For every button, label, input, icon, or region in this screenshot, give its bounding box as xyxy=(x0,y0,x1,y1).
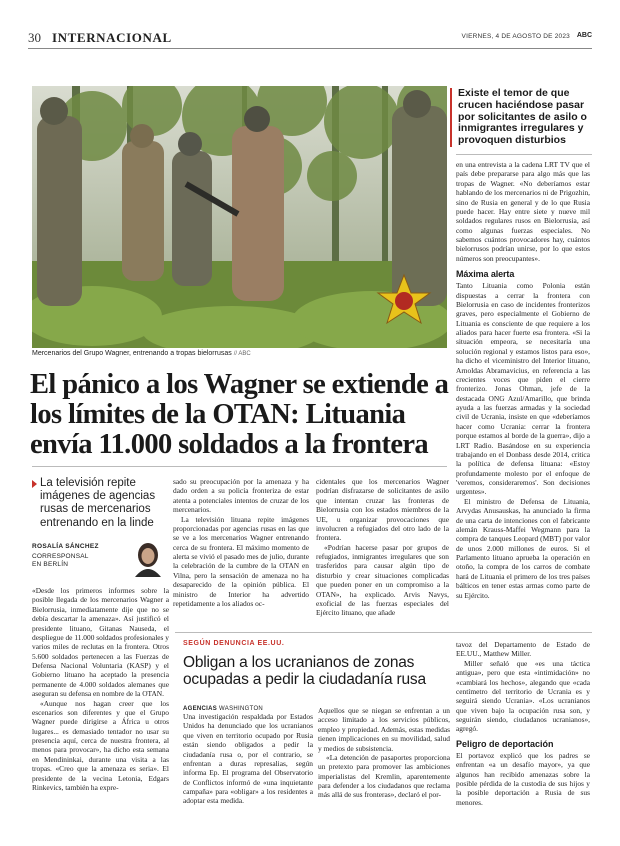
paragraph: «La detención de pasaportes proporciona un pretexto para promover las ambiciones imperialistas del Kremlin, aparentemente para defender a los ciudadanos que reclama más allá de sus fronteras», declaró el por- xyxy=(318,752,450,800)
arrow-icon xyxy=(32,480,37,488)
caption-text: Mercenarios del Grupo Wagner, entrenando a tropas bielorrusas xyxy=(32,350,232,357)
pull-quote: Existe el temor de que crucen haciéndose pasar por solicitantes de asilo o inmigrantes irregulares y provoquen disturbios xyxy=(450,88,592,147)
sidebar-column-1 xyxy=(183,706,313,806)
agency-name: AGENCIAS xyxy=(183,706,218,712)
page-header xyxy=(28,30,592,48)
paragraph: «Aunque nos hagan creer que los escenarios son diferentes y que el Grupo Wagner puede dirigirse a África u otros lugares... es demasiado tentador no usar su presencia aquí, cerca de nuestra frontera, al menos para provocar», ha dicho esta semana en Mendininkai, durante una visita a las tropas. «Creo que la amenaza es seria». El presidente de la vecina Letonia, Edgars Rinkevics, también ha expre- xyxy=(32,698,169,792)
story-tag: SEGÚN DENUNCIA EE.UU. xyxy=(183,640,285,647)
author-portrait xyxy=(133,541,163,577)
article-column-2 xyxy=(173,477,309,608)
newspaper-logo: ABC xyxy=(576,32,592,39)
paragraph: tavoz del Departamento de Estado de EE.UU., Matthew Miller. xyxy=(456,640,590,659)
box-rule xyxy=(175,632,592,633)
paragraph: sado su preocupación por la amenaza y ha dado orden a su policía fronteriza de estar atenta a potenciales intentos de cruzar de los mercenarios. xyxy=(173,477,309,515)
agency-place: WASHINGTON xyxy=(219,706,264,712)
author-name: ROSALÍA SÁNCHEZ xyxy=(32,543,99,550)
article-column-4 xyxy=(456,160,590,600)
subheadline-text: La televisión repite imágenes de agencias rusas de mercenarios entrenando en la linde xyxy=(40,477,156,529)
paragraph: Una investigación respaldada por Estados Unidos ha denunciado que los ucranianos que viven en territorio ocupado por Rusia están siendo obligados a pedir la ciudadanía rusa o, por el contrario, se enfrentan a duras represalias, según informa Ep. El programa del Observatorio de Conflictos informó de «una inquietante campaña» para «obligar» a los residentes a adoptar esta medida. xyxy=(183,712,313,806)
paragraph: El ministro de Defensa de Lituania, Arvydas Anusauskas, ha anunciado la firma de una carta de intenciones con el fabricante alemán Krauss-Maffei Wegmann para la compra de tanques Leopard (MBT) por valor de unos 2.000 millones de euros. Si el Parlamento lituano aprueba la operación en otoño, la compra de los carros de combate hará de Lituania el primero de los tres países bálticos en tener estas armas como parte de su Ejército. xyxy=(456,496,590,600)
photo-caption xyxy=(32,350,447,357)
main-headline: El pánico a los Wagner se extiende a los límites de la OTAN: Lituania envía 11.000 soldados a la frontera xyxy=(30,369,449,460)
paragraph: «Podrían hacerse pasar por grupos de refugiados, inmigrantes irregulares que son trasferidos para causar algún tipo de disturbio y crear situaciones complicadas que pueden poner en un compromiso a la OTAN», ha explicado. Arvis Navys, exoficial de las fuerzas especiales del Ejército lituano, que añade xyxy=(316,542,449,618)
sidebar-column-2 xyxy=(318,706,450,800)
author-role-line1: CORRESPONSAL xyxy=(32,553,89,560)
paragraph: El portavoz explicó que los padres se enfrentan «a un desafío mayor», ya que algunos han recibido amenazas sobre la posible pérdida de la custodia de sus hijos y la posible deportación a Rusia de sus menores. xyxy=(456,750,590,807)
paragraph: cidentales que los mercenarios Wagner podrían disfrazarse de solicitantes de asilo que intentan cruzar las fronteras de Bielorrusia con los estados miembros de la UE, u organizar provocaciones que involucren a refugiados del otro lado de la frontera. xyxy=(316,477,449,543)
page-number: 30 xyxy=(28,30,41,45)
paragraph: Tanto Lituania como Polonia están dispuestas a cerrar la frontera con Bielorrusia en caso de incidentes fronterizos graves, pero especialmente el Gobierno de Lituania es consciente de que requiere a los aliados para hacer fuerte esa frontera. «Si la situación empeora, se necesitaría una solución regional y estamos listos para eso», ha dicho el viceministro del Interior lituano, Arnoldas Abramavicius, en referencia a las crecientes voces que piden el cierre fronterizo. Jonas Ohman, jefe de la destacada ONG Azul/Amarillo, que brinda ayuda a las fuerzas armadas y la sociedad civil de Ucrania, insiste en que «deberíamos hacer como Ucrania: cerrar la frontera porque estamos al borde de la guerra», dijo a LRT Radio. Basándose en su experiencia trabajando en el Donbass desde 2014, critica la política de defensa lituana: «Estoy profundamente molesto por el enfoque de 'veremos, consideraremos'. Son decisiones urgentes». xyxy=(456,281,590,497)
byline xyxy=(32,543,167,583)
section-title: INTERNACIONAL xyxy=(52,30,172,45)
paragraph: Aquellos que se niegan se enfrentan a un acceso limitado a los servicios públicos, empleo y propiedad. Además, estas medidas tienen implicaciones en su movilidad, salud y medios de subsistencia. xyxy=(318,706,450,753)
sidebar-subhead: Peligro de deportación xyxy=(456,738,554,749)
forest-soldiers-illustration xyxy=(32,86,447,348)
sidebar-story xyxy=(175,634,452,830)
paragraph: «Desde los primeros informes sobre la posible llegada de los mercenarios Wagner a Bielorrusia, inmediatamente dije que no se debía descartar la amenaza». Así justificó el presidente lituano, Gitanas Nauseda, el despliegue de 11.000 soldados profesionales y varios miles de reclutas en la frontera. Otros 5.600 soldados pertenecen a las Fuerzas de Defensa Nacional Voluntaria (KASP) y el Gobierno lituano ha aceptado la presencia permanente de 4.000 soldados alemanes que aseguran su defensa en nombre de la OTAN. xyxy=(32,586,169,699)
issue-date: VIERNES, 4 DE AGOSTO DE 2023 xyxy=(461,33,570,40)
pull-quote-rule xyxy=(456,154,592,155)
photo-credit: // ABC xyxy=(233,351,251,357)
article-column-3 xyxy=(316,477,449,618)
headline-rule xyxy=(32,466,447,467)
paragraph: Miller señaló que «es una táctica antigua», pero que esta «intimidación» no «cambiará los hechos», alegando que «cada centímetro del territorio de Ucrania es y seguirá siendo Ucrania». «Los ucranianos que viven bajo la ocupación rusa son, y seguirán siendo, ciudadanos ucranianos», agregó. xyxy=(456,658,590,734)
section-subhead: Máxima alerta xyxy=(456,269,515,280)
header-rule xyxy=(28,48,592,49)
author-role-line2: EN BERLÍN xyxy=(32,561,69,568)
paragraph: La televisión lituana repite imágenes proporcionadas por agencias rusas en las que se ve a los mercenarios Wagner entrenando cerca de su frontera. El máximo momento de alerta se vivió el pasado mes de julio, durante la celebración de la cumbre de la OTAN en Vilna, pero la sensación de amenaza no ha desaparecido de la opinión pública. El ministro de Interior ha advertido repetidamente a los aliados oc- xyxy=(173,514,309,608)
article-column-1 xyxy=(32,586,169,792)
news-photo xyxy=(32,86,447,348)
sidebar-column-3 xyxy=(456,640,590,807)
subheadline xyxy=(32,477,167,530)
sidebar-headline: Obligan a los ucranianos de zonas ocupadas a pedir la ciudadanía rusa xyxy=(183,654,426,688)
paragraph: en una entrevista a la cadena LRT TV que el país debe prepararse para algo más que las tropas de Wagner. «No deberíamos estar hablando de los mercenarios ni de Prigozhin, sino de Rusia en general y de lo que Rusia puede hacer. Hay entre siete y nueve mil soldados regulares rusos en Bielorrusia, así como algunas fuerzas especiales. No sabemos cuántos provocadores hay, cuántos bielorrusos podrían unirse, por lo que estos números son preocupantes». xyxy=(456,160,590,263)
